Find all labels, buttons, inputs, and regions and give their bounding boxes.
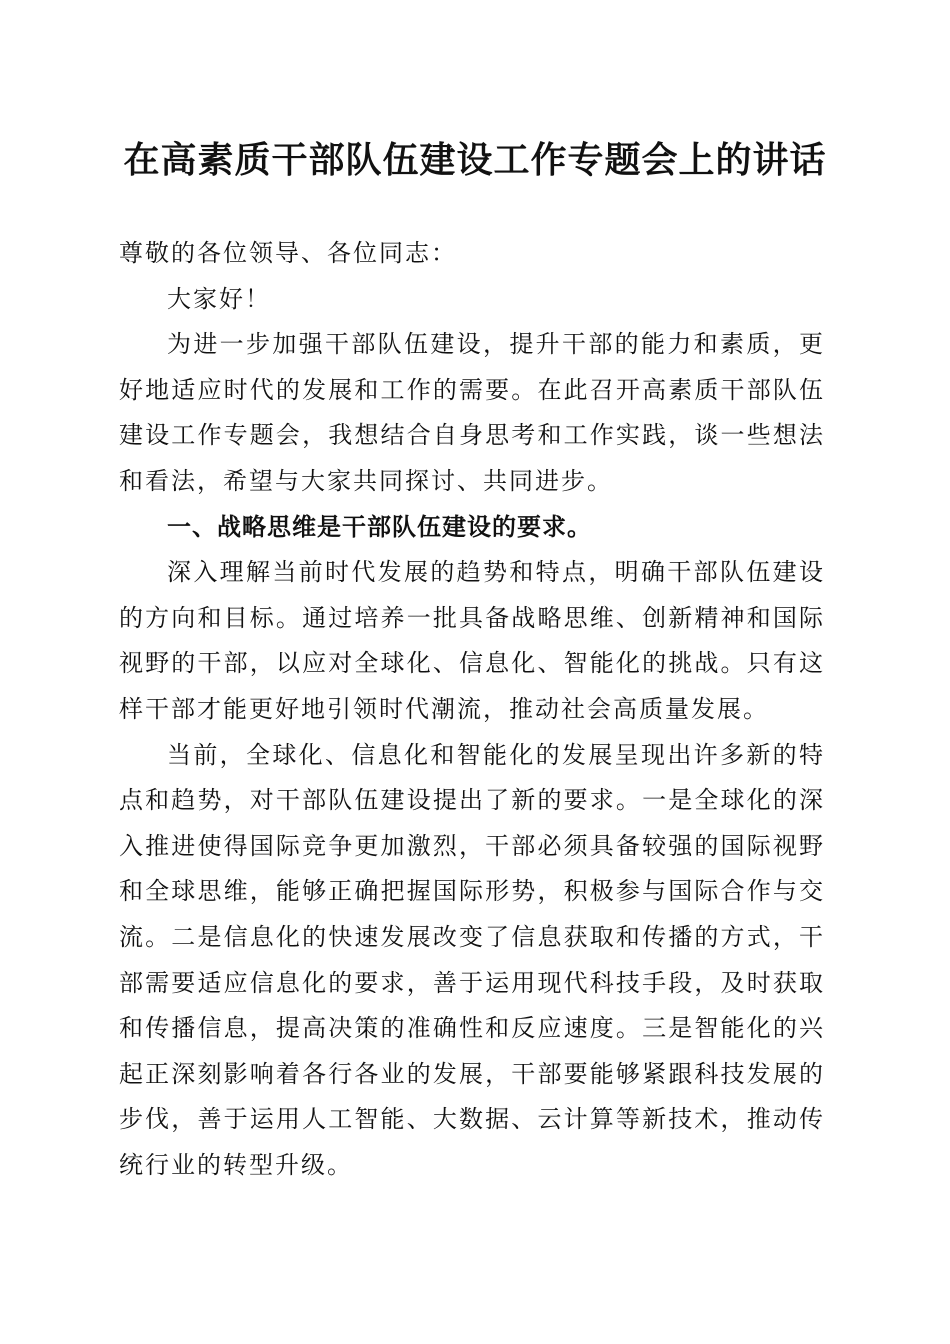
body-paragraph: 当前，全球化、信息化和智能化的发展呈现出许多新的特点和趋势，对干部队伍建设提出了新的要求。一是全球化的深入推进使得国际竞争更加激烈，干部必须具备较强的国际视野和全球思维，能够正确把握国际形势，积极参与国际合作与交流。二是信息化的快速发展改变了信息获取和传播的方式，干部需要适应信息化的要求，善于运用现代科技手段，及时获取和传播信息，提高决策的准确性和反应速度。三是智能化的兴起正深刻影响着各行各业的发展，干部要能够紧跟科技发展的步伐，善于运用人工智能、大数据、云计算等新技术，推动传统行业的转型升级。	[119, 740, 825, 1179]
document-body	[119, 231, 825, 1188]
body-paragraph: 深入理解当前时代发展的趋势和特点，明确干部队伍建设的方向和目标。通过培养一批具备战略思维、创新精神和国际视野的干部，以应对全球化、信息化、智能化的挑战。只有这样干部才能更好地引领时代潮流，推动社会高质量发展。	[119, 558, 825, 723]
salutation: 尊敬的各位领导、各位同志：	[119, 239, 457, 267]
greeting: 大家好！	[167, 284, 271, 313]
document-title: 在高素质干部队伍建设工作专题会上的讲话	[123, 139, 827, 181]
intro-paragraph: 为进一步加强干部队伍建设，提升干部的能力和素质，更好地适应时代的发展和工作的需要。在此召开高素质干部队伍建设工作专题会，我想结合自身思考和工作实践，谈一些想法和看法，希望与大家共同探讨、共同进步。	[119, 330, 825, 495]
section-heading: 一、战略思维是干部队伍建设的要求。	[167, 512, 592, 541]
